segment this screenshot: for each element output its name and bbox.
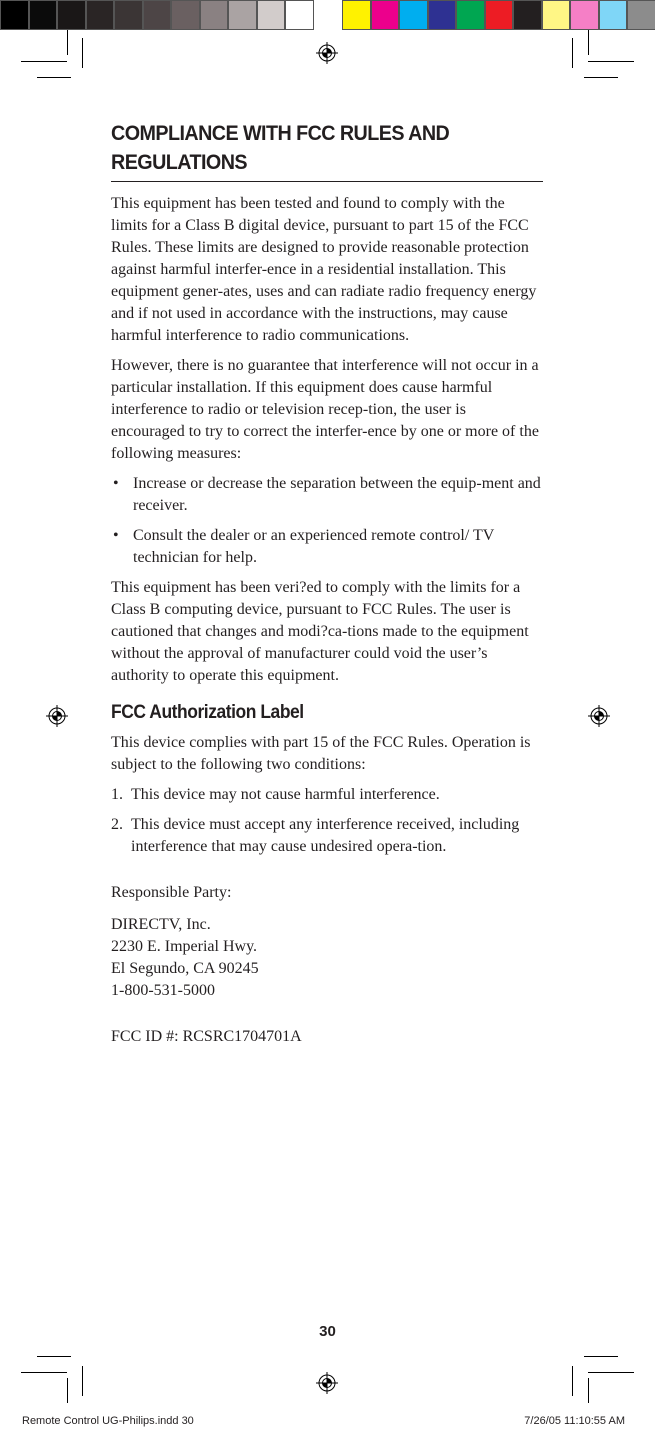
color-swatch (143, 0, 172, 30)
color-swatch (257, 0, 286, 30)
paragraph: This equipment has been tested and found to comply with the limits for a Class B digital device, pursuant to part 15 of the FCC Rules. These limits are designed to provide reasonable protection against harmful interfer-ence in a residential installation. This equipment gener-ates, uses and can radiate radio frequency energy and if not used in accordance with the instructions, may cause harmful interference to radio communications. (111, 195, 537, 344)
crop-mark (21, 61, 67, 62)
list-item-text: Consult the dealer or an experienced remote control/ TV technician for help. (133, 527, 495, 566)
crop-mark (572, 1366, 573, 1396)
color-swatch (542, 0, 571, 30)
color-swatch (485, 0, 514, 30)
color-swatch (456, 0, 485, 30)
color-swatch (428, 0, 457, 30)
slug-filename: Remote Control UG-Philips.indd 30 (22, 1415, 194, 1427)
crop-mark (21, 1372, 67, 1373)
crop-mark (588, 1378, 589, 1403)
color-swatch (0, 0, 29, 30)
address-line: DIRECTV, Inc. (111, 916, 211, 933)
bullet-icon: • (113, 527, 119, 544)
color-swatch (371, 0, 400, 30)
registration-mark-icon (46, 705, 68, 727)
page-content (111, 119, 543, 1056)
color-swatch (86, 0, 115, 30)
crop-mark (584, 77, 618, 78)
color-swatch (599, 0, 628, 30)
address-line: 2230 E. Imperial Hwy. (111, 938, 258, 955)
crop-mark (588, 1372, 634, 1373)
color-calibration-bar (0, 0, 655, 30)
crop-mark (572, 38, 573, 68)
crop-mark (82, 1366, 83, 1396)
page-number: 30 (319, 1323, 336, 1340)
color-swatch (171, 0, 200, 30)
color-swatch (570, 0, 599, 30)
color-swatch (114, 0, 143, 30)
crop-mark (82, 38, 83, 68)
phone-number: 1-800-531-5000 (111, 982, 215, 999)
color-swatch (285, 0, 314, 30)
list-item (111, 814, 543, 858)
bullet-icon: • (113, 475, 119, 492)
crop-mark (67, 30, 68, 55)
list-item (111, 784, 543, 806)
paragraph: This equipment has been veri?ed to comply with the limits for a Class B computing device, pursuant to FCC Rules. The user is cautioned that changes and modi?ca-tions made to the equipment without the approval of manufacturer could void the user’s authority to operate this equipment. (111, 579, 529, 684)
list-number: 2. (111, 816, 123, 833)
page-title: COMPLIANCE WITH FCC RULES AND REGULATIONS (111, 122, 450, 174)
color-swatch (342, 0, 371, 30)
list-item-text: This device must accept any interference received, including interference that may cause undesired opera-tion. (131, 816, 520, 855)
crop-mark (37, 1356, 71, 1357)
title-rule (111, 119, 543, 182)
registration-mark-icon (588, 705, 610, 727)
color-swatch (314, 0, 343, 30)
list-item (111, 525, 543, 569)
crop-mark (37, 77, 71, 78)
list-number: 1. (111, 786, 123, 803)
section-heading: FCC Authorization Label (111, 702, 304, 723)
color-swatch (399, 0, 428, 30)
registration-mark-icon (316, 1372, 338, 1394)
list-item (111, 473, 543, 517)
responsible-party-label: Responsible Party: (111, 884, 232, 901)
address-line: El Segundo, CA 90245 (111, 960, 259, 977)
color-swatch (29, 0, 58, 30)
list-item-text: Increase or decrease the separation between the equip-ment and receiver. (133, 475, 541, 514)
crop-mark (584, 1356, 618, 1357)
crop-mark (67, 1378, 68, 1403)
crop-mark (588, 30, 589, 55)
color-swatch (627, 0, 655, 30)
color-swatch (228, 0, 257, 30)
list-item-text: This device may not cause harmful interference. (131, 786, 440, 803)
paragraph: This device complies with part 15 of the FCC Rules. Operation is subject to the following two conditions: (111, 734, 531, 773)
color-swatch (57, 0, 86, 30)
crop-mark (588, 61, 634, 62)
registration-mark-icon (316, 42, 338, 64)
color-swatch (200, 0, 229, 30)
paragraph: However, there is no guarantee that interference will not occur in a particular installation. If this equipment does cause harmful interference to radio or television recep-tion, the user is encouraged to try to correct the interfer-ence by one or more of the following measures: (111, 357, 539, 462)
color-swatch (513, 0, 542, 30)
slug-datetime: 7/26/05 11:10:55 AM (524, 1415, 625, 1427)
fcc-id: FCC ID #: RCSRC1704701A (111, 1028, 302, 1045)
